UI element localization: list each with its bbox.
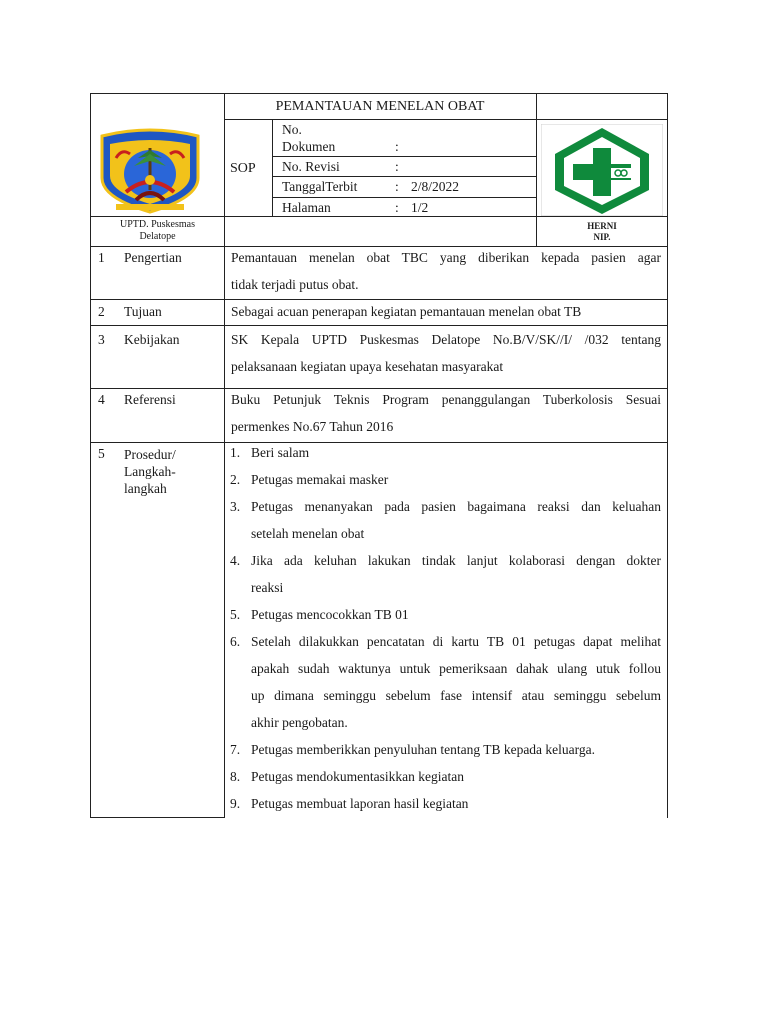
- list-item: 4. Jika ada keluhan lakukan tindak lanjut kolaborasi dengan dokter reaksi: [230, 553, 661, 595]
- org-name-line2: Delatope: [139, 231, 176, 242]
- list-item: 3. Petugas menanyakan pada pasien bagaimana reaksi dan keluahan setelah menelan obat: [230, 499, 661, 541]
- meta-colon: :: [395, 139, 399, 154]
- list-item: 6. Setelah dilakukkan pencatatan di kartu TB 01 petugas dapat melihat apakah sudah waktunya untuk pemeriksaan dahak ulang utuk follou up dimana seminggu sebelum fase intensif atau seminggu sebelum akhir pengobatan.: [230, 634, 661, 730]
- puskesmas-logo-icon: [541, 124, 663, 216]
- meta-row-sep: [272, 197, 536, 198]
- signer-nip: NIP.: [593, 232, 611, 242]
- meta-value-tanggal: 2/8/2022: [411, 179, 460, 194]
- row-number: 1: [98, 250, 105, 265]
- row-text-kebijakan: SK Kepala UPTD Puskesmas Delatope No.B/V/SK//I/ /032 tentang pelaksanaan kegiatan upaya kesehatan masyarakat: [231, 332, 661, 374]
- sop-col-sep: [272, 119, 273, 217]
- meta-label-revisi: No. Revisi: [282, 159, 340, 174]
- meta-label-dokumen: Dokumen: [282, 139, 336, 154]
- list-item: 2. Petugas memakai masker: [230, 472, 389, 487]
- meta-colon: :: [395, 200, 399, 215]
- meta-label-no: No.: [282, 122, 302, 137]
- row-label-prosedur: Prosedur/ Langkah- langkah: [124, 447, 176, 496]
- procedure-steps: [226, 439, 661, 817]
- list-item: 9. Petugas membuat laporan hasil kegiatan: [230, 796, 469, 811]
- row-label-kebijakan: Kebijakan: [124, 332, 180, 347]
- row-number: 4: [98, 392, 105, 407]
- meta-row-sep: [272, 176, 536, 177]
- meta-value-halaman: 1/2: [411, 200, 429, 215]
- table-border-top: [90, 93, 668, 94]
- sop-label: SOP: [230, 161, 256, 176]
- header-line-lower: [90, 216, 668, 217]
- row-label-tujuan: Tujuan: [124, 304, 162, 319]
- row-label-pengertian: Pengertian: [124, 250, 182, 265]
- meta-row-sep: [272, 156, 536, 157]
- row-label-referensi: Referensi: [124, 392, 176, 407]
- meta-label-tanggal: TanggalTerbit: [282, 179, 358, 194]
- title-bottom: [224, 119, 668, 120]
- regency-emblem-icon: [96, 128, 204, 214]
- table-bottom-left: [90, 817, 225, 818]
- row-number: 3: [98, 332, 105, 347]
- document-title: PEMANTAUAN MENELAN OBAT: [275, 99, 485, 114]
- org-name-line1: UPTD. Puskesmas: [119, 219, 195, 230]
- row-number: 2: [98, 304, 105, 319]
- signer-block: [537, 221, 667, 243]
- signer-name: HERNI: [587, 221, 617, 231]
- row-number: 5: [98, 446, 105, 461]
- table-border-left: [90, 93, 91, 818]
- meta-colon: :: [395, 159, 399, 174]
- meta-label-halaman: Halaman: [282, 200, 331, 215]
- meta-colon: :: [395, 179, 399, 194]
- row-text-pengertian: Pemantauan menelan obat TBC yang diberikan kepada pasien agar tidak terjadi putus obat.: [231, 250, 661, 292]
- list-item: 5. Petugas mencocokkan TB 01: [230, 607, 409, 622]
- row-text-tujuan: Sebagai acuan penerapan kegiatan pemantauan menelan obat TB: [231, 304, 582, 319]
- list-item: 8. Petugas mendokumentasikkan kegiatan: [230, 769, 464, 784]
- table-border-right: [667, 93, 668, 818]
- list-item: 1. Beri salam: [230, 445, 310, 460]
- row-text-referensi: Buku Petunjuk Teknis Program penanggulangan Tuberkolosis Sesuai permenkes No.67 Tahun 2016: [231, 392, 661, 434]
- header-sep-logo: [224, 93, 225, 818]
- list-item: 7. Petugas memberikkan penyuluhan tentang TB kepada keluarga.: [230, 742, 596, 757]
- org-name: [92, 219, 223, 243]
